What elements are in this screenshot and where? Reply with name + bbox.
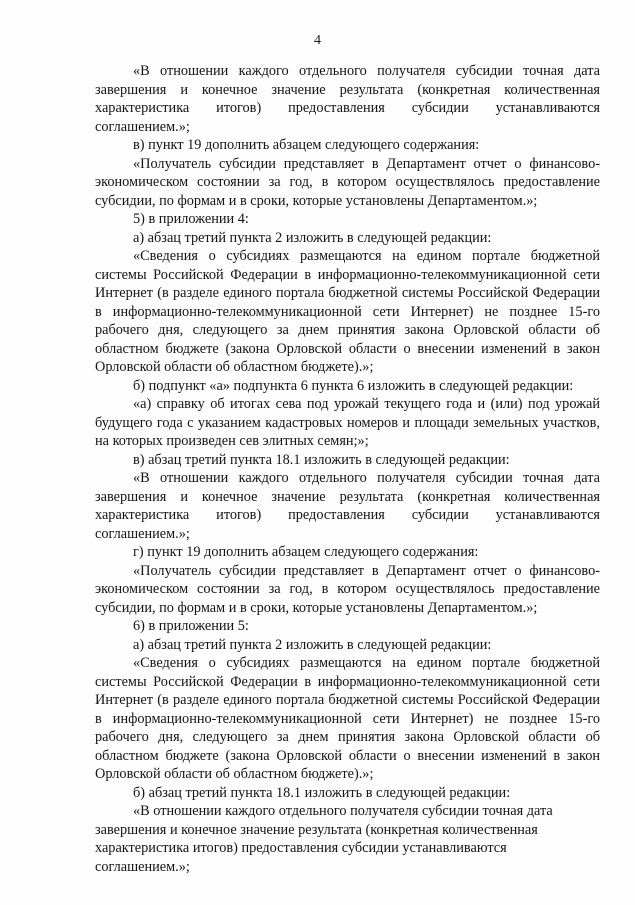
- paragraph: «Получатель субсидии представляет в Департамент отчет о финансово-экономическом состоянии за год, в котором осуществлялось предоставление субсидии, по формам и в сроки, которые установлены Департаментом.»;: [95, 155, 600, 209]
- paragraph: г) пункт 19 дополнить абзацем следующего содержания:: [133, 544, 479, 560]
- paragraph: б) абзац третий пункта 18.1 изложить в следующей редакции:: [133, 784, 511, 801]
- paragraph: «Сведения о субсидиях размещаются на едином портале бюджетной системы Российской Федерации в информационно-телекоммуникационной сети Интернет (в разделе единого портала бюджетной системы Российской Федерации в информационно-телекоммуникационной сети Интернет) не позднее 15-го рабочего дня, следующего за днем принятия закона Орловской области об областном бюджете (закона Орловской области о внесении изменений в закон Орловской области об областном бюджете).»;: [95, 248, 600, 375]
- paragraph: «В отношении каждого отдельного получателя субсидии точная дата завершения и конечное значение результата (конкретная количественная характеристика итогов) предоставления субсидии устанавливаются соглашением.»;: [95, 470, 600, 542]
- paragraph: а) абзац третий пункта 2 изложить в следующей редакции:: [133, 636, 492, 653]
- paragraph: б) подпункт «а» подпункта 6 пункта 6 изложить в следующей редакции:: [133, 377, 574, 394]
- paragraph: 5) в приложении 4:: [133, 211, 249, 227]
- paragraph: а) абзац третий пункта 2 изложить в следующей редакции:: [133, 229, 492, 246]
- paragraph: 6) в приложении 5:: [133, 618, 249, 634]
- page-number: 4: [314, 33, 321, 48]
- paragraph: «Сведения о субсидиях размещаются на едином портале бюджетной системы Российской Федерации в информационно-телекоммуникационной сети Интернет (в разделе единого портала бюджетной системы Российской Федерации в информационно-телекоммуникационной сети Интернет) не позднее 15-го рабочего дня, следующего за днем принятия закона Орловской области об областном бюджете (закона Орловской области о внесении изменений в закон Орловской области об областном бюджете).»;: [95, 655, 600, 782]
- paragraph: в) абзац третий пункта 18.1 изложить в следующей редакции:: [133, 451, 510, 468]
- paragraph: «В отношении каждого отдельного получателя субсидии точная дата завершения и конечное значение результата (конкретная количественная характеристика итогов) предоставления субсидии устанавливаются соглашением.»;: [95, 803, 553, 875]
- paragraph: «а) справку об итогах сева под урожай текущего года и (или) под урожай будущего года с указанием кадастровых номеров и площади земельных участков, на которых произведен сев элитных семян;»;: [95, 396, 600, 449]
- paragraph: в) пункт 19 дополнить абзацем следующего содержания:: [133, 137, 480, 153]
- document-body: [95, 62, 600, 876]
- paragraph: «В отношении каждого отдельного получателя субсидии точная дата завершения и конечное значение результата (конкретная количественная характеристика итогов) предоставления субсидии устанавливаются соглашением.»;: [95, 63, 600, 135]
- paragraph: «Получатель субсидии представляет в Департамент отчет о финансово-экономическом состоянии за год, в котором осуществлялось предоставление субсидии, по формам и в сроки, которые установлены Департаментом.»;: [95, 562, 600, 616]
